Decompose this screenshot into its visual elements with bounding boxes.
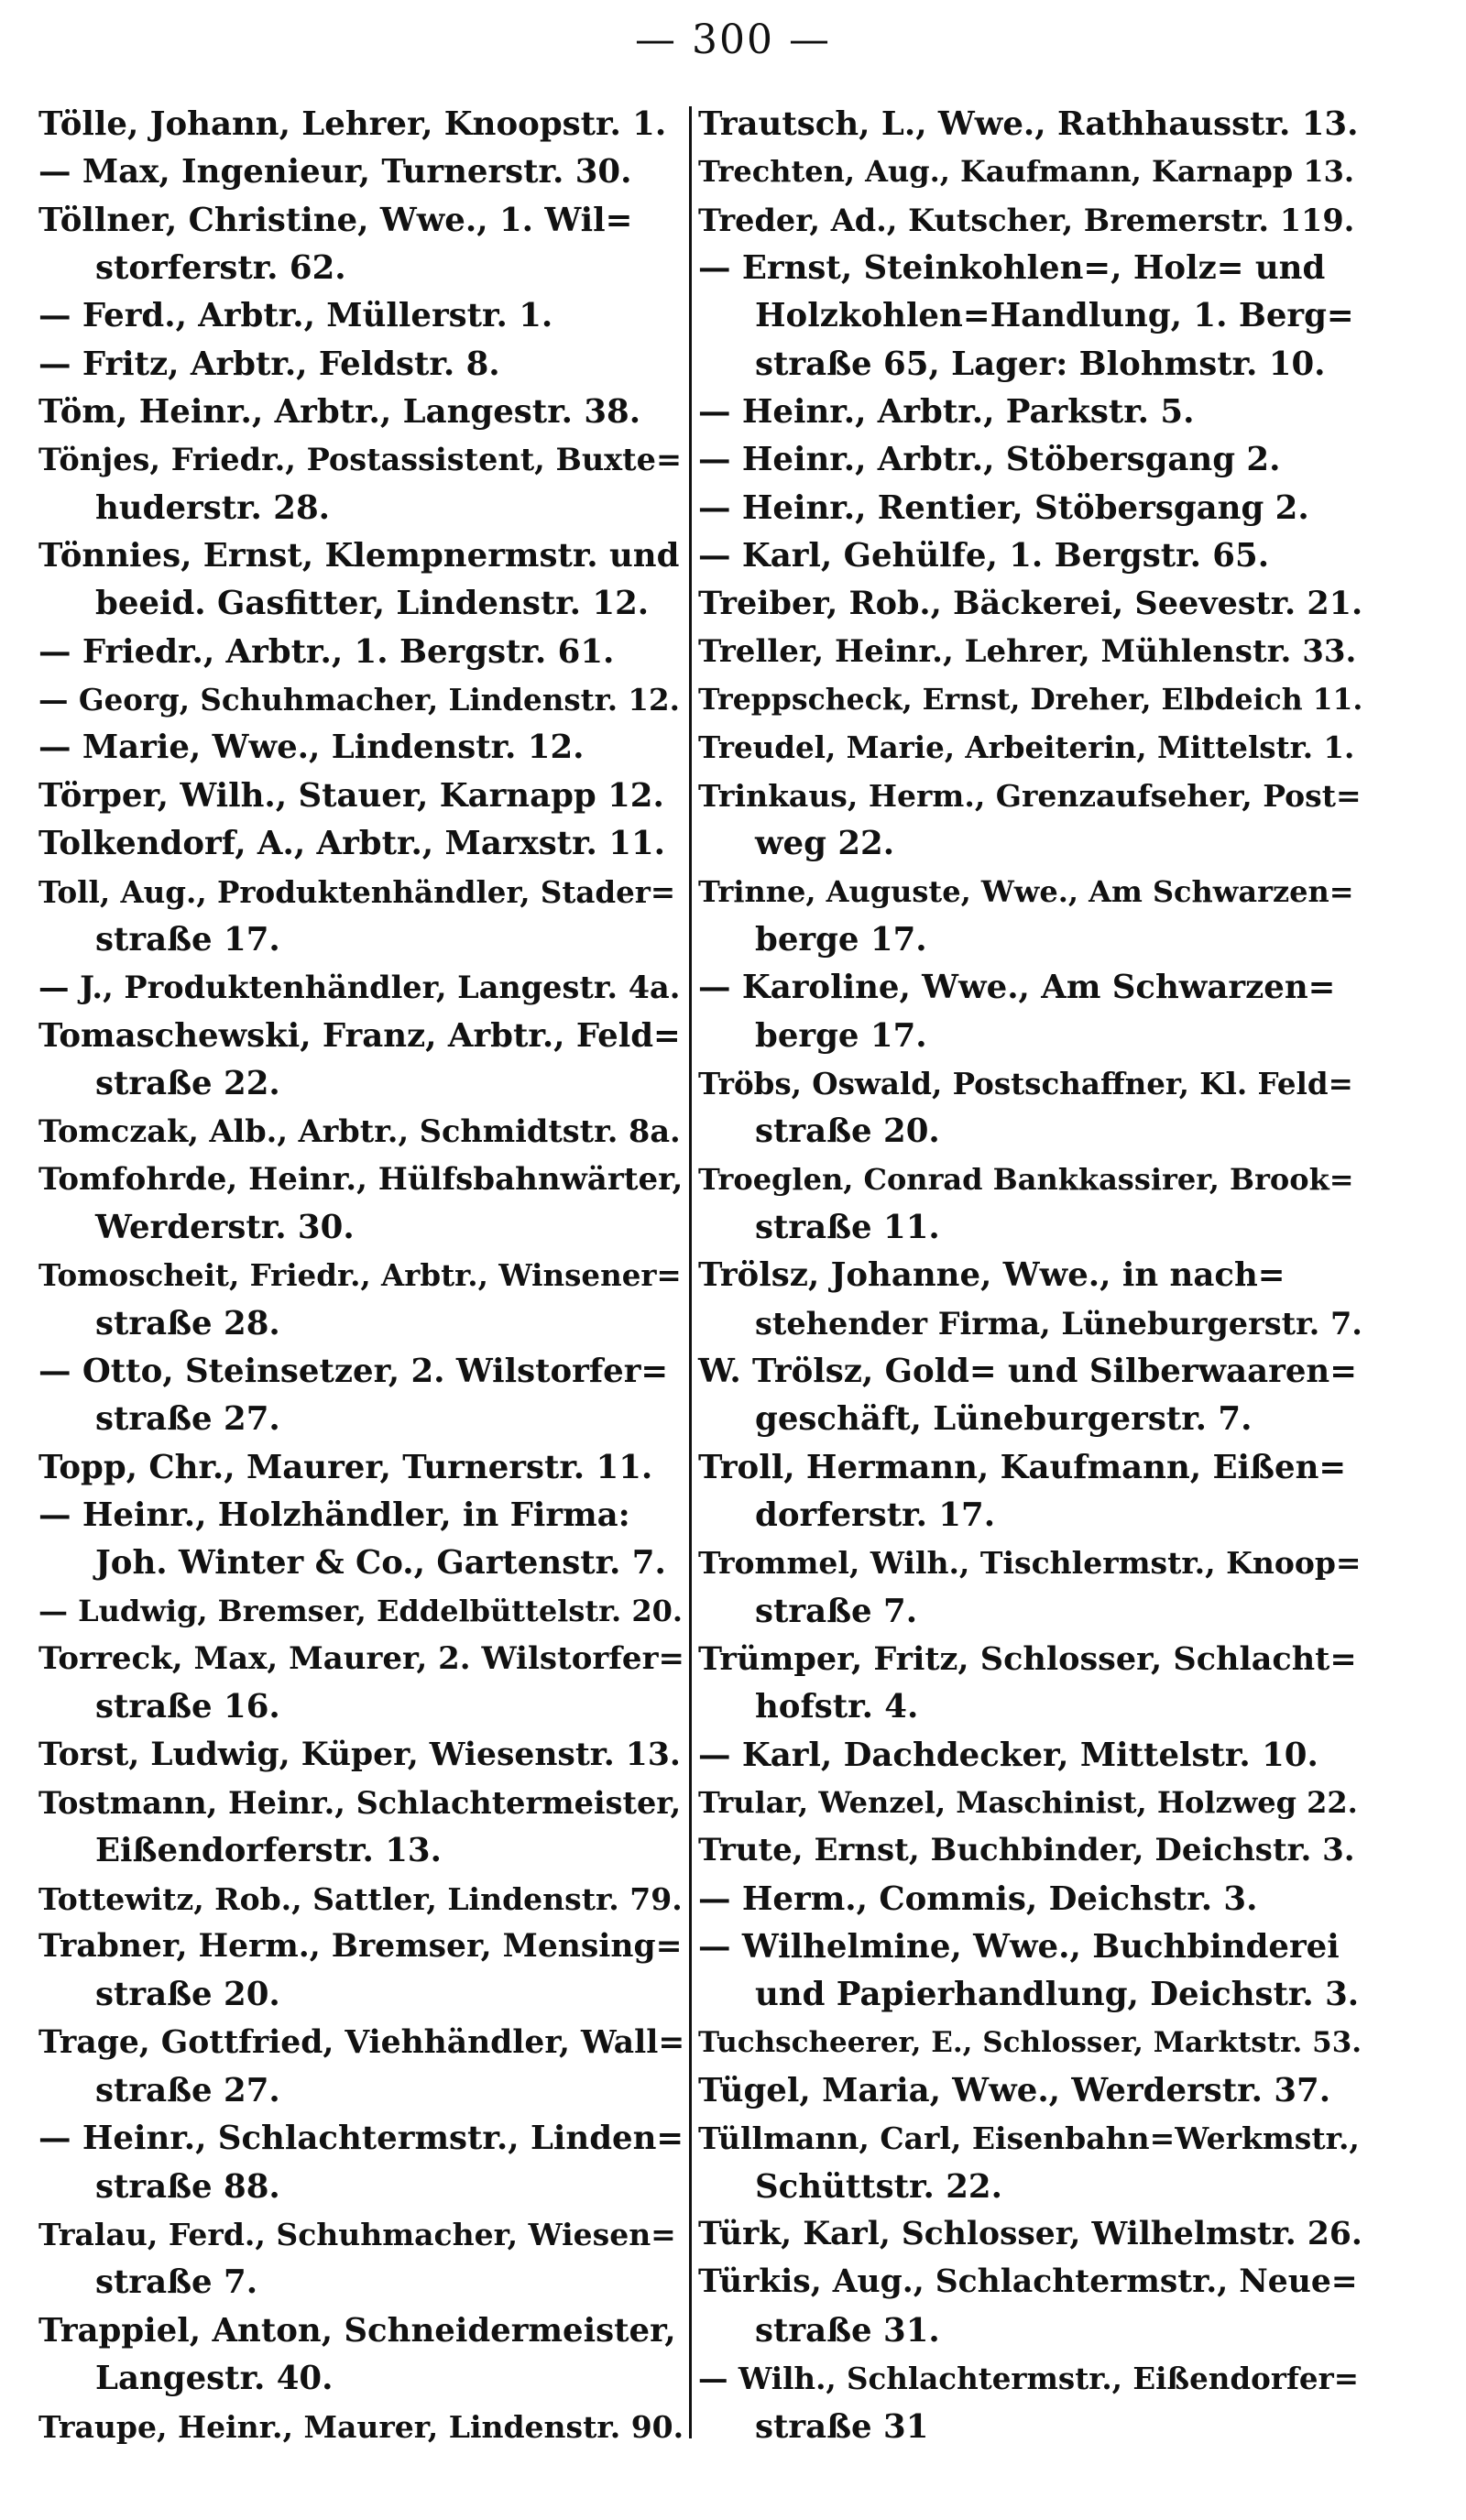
entry-continuation-line: Eißendorferstr. 13. xyxy=(95,1832,442,1870)
directory-entry-line: Treller, Heinr., Lehrer, Mühlenstr. 33. xyxy=(698,632,1357,670)
directory-entry-line: — Herm., Commis, Deichstr. 3. xyxy=(698,1879,1258,1918)
directory-entry-line: Trabner, Herm., Bremser, Mensing= xyxy=(38,1928,683,1966)
entry-continuation-line: geschäft, Lüneburgerstr. 7. xyxy=(755,1400,1253,1439)
directory-entry-line: Türk, Karl, Schlosser, Wilhelmstr. 26. xyxy=(698,2216,1362,2253)
directory-entry-line: — Georg, Schuhmacher, Lindenstr. 12. xyxy=(38,682,680,718)
entry-continuation-line: straße 88. xyxy=(95,2167,280,2206)
entry-continuation-line: straße 27. xyxy=(95,2072,280,2110)
directory-entry-line: — Heinr., Schlachtermstr., Linden= xyxy=(38,2120,684,2158)
entry-continuation-line: straße 27. xyxy=(95,1400,280,1439)
directory-entry-line: Tuchscheerer, E., Schlosser, Marktstr. 53. xyxy=(698,2025,1362,2059)
directory-entry-line: — Karl, Gehülfe, 1. Bergstr. 65. xyxy=(698,537,1270,575)
entry-continuation-line: straße 28. xyxy=(95,1304,280,1342)
page-number: — 300 — xyxy=(635,16,831,63)
directory-entry-line: — Ernst, Steinkohlen=, Holz= und xyxy=(698,249,1326,288)
directory-entry-line: Trölsz, Johanne, Wwe., in nach= xyxy=(698,1256,1285,1295)
directory-entry-line: Tottewitz, Rob., Sattler, Lindenstr. 79. xyxy=(38,1880,683,1917)
entry-continuation-line: und Papierhandlung, Deichstr. 3. xyxy=(755,1976,1360,2014)
entry-continuation-line: straße 22. xyxy=(95,1064,280,1102)
directory-entry-line: Treder, Ad., Kutscher, Bremerstr. 119. xyxy=(698,202,1355,238)
directory-entry-line: Tölle, Johann, Lehrer, Knoopstr. 1. xyxy=(38,105,667,143)
directory-entry-line: Topp, Chr., Maurer, Turnerstr. 11. xyxy=(38,1448,653,1486)
directory-entry-line: Traupe, Heinr., Maurer, Lindenstr. 90. xyxy=(38,2408,684,2445)
directory-entry-line: Torst, Ludwig, Küper, Wiesenstr. 13. xyxy=(38,1736,681,1773)
entry-continuation-line: straße 20. xyxy=(95,1976,280,2014)
entry-continuation-line: straße 31. xyxy=(755,2311,940,2350)
directory-entry-line: — J., Produktenhändler, Langestr. 4a. xyxy=(38,970,681,1006)
entry-continuation-line: straße 65, Lager: Blohmstr. 10. xyxy=(755,345,1326,383)
directory-entry-line: Törper, Wilh., Stauer, Karnapp 12. xyxy=(38,776,664,815)
directory-entry-line: Treudel, Marie, Arbeiterin, Mittelstr. 1. xyxy=(698,729,1355,766)
directory-entry-line: — Heinr., Rentier, Stöbersgang 2. xyxy=(698,488,1309,527)
directory-entry-line: Toll, Aug., Produktenhändler, Stader= xyxy=(38,873,676,910)
directory-entry-line: Tüllmann, Carl, Eisenbahn=Werkmstr., xyxy=(698,2120,1360,2157)
entry-continuation-line: storferstr. 62. xyxy=(95,249,346,288)
directory-entry-line: Töm, Heinr., Arbtr., Langestr. 38. xyxy=(38,393,641,432)
directory-entry-line: — Ludwig, Bremser, Eddelbüttelstr. 20. xyxy=(38,1593,683,1628)
directory-entry-line: — Wilh., Schlachtermstr., Eißendorfer= xyxy=(698,2361,1359,2397)
directory-entry-line: Trage, Gottfried, Viehhändler, Wall= xyxy=(38,2023,685,2061)
directory-entry-line: — Heinr., Arbtr., Parkstr. 5. xyxy=(698,393,1195,432)
directory-entry-line: Trümper, Fritz, Schlosser, Schlacht= xyxy=(698,1640,1357,1678)
directory-entry-line: Tönnies, Ernst, Klempnermstr. und xyxy=(38,537,680,575)
directory-entry-line: — Max, Ingenieur, Turnerstr. 30. xyxy=(38,153,632,192)
directory-entry-line: Trommel, Wilh., Tischlermstr., Knoop= xyxy=(698,1545,1362,1582)
directory-entry-line: — Karl, Dachdecker, Mittelstr. 10. xyxy=(698,1736,1318,1774)
directory-entry-line: Tolkendorf, A., Arbtr., Marxstr. 11. xyxy=(38,825,665,863)
entry-continuation-line: hofstr. 4. xyxy=(755,1688,919,1726)
directory-entry-line: Trute, Ernst, Buchbinder, Deichstr. 3. xyxy=(698,1832,1355,1869)
entry-continuation-line: berge 17. xyxy=(755,1016,927,1055)
left-column xyxy=(38,103,684,2449)
right-column xyxy=(698,103,1362,2449)
directory-entry-line: Trinne, Auguste, Wwe., Am Schwarzen= xyxy=(698,873,1354,909)
directory-entry-line: — Otto, Steinsetzer, 2. Wilstorfer= xyxy=(38,1352,669,1390)
directory-entry-line: — Karoline, Wwe., Am Schwarzen= xyxy=(698,969,1336,1007)
directory-entry-line: — Heinr., Holzhändler, in Firma: xyxy=(38,1496,630,1534)
entry-continuation-line: Schüttstr. 22. xyxy=(755,2167,1002,2206)
directory-entry-line: Tomczak, Alb., Arbtr., Schmidtstr. 8a. xyxy=(38,1113,681,1150)
directory-entry-line: — Wilhelmine, Wwe., Buchbinderei xyxy=(698,1928,1340,1967)
directory-entry-line: Trular, Wenzel, Maschinist, Holzweg 22. xyxy=(698,1785,1358,1821)
column-divider xyxy=(689,106,692,2438)
entry-continuation-line: Langestr. 40. xyxy=(95,2360,334,2398)
directory-entry-line: Tügel, Maria, Wwe., Werderstr. 37. xyxy=(698,2072,1331,2110)
directory-entry-line: Trechten, Aug., Kaufmann, Karnapp 13. xyxy=(698,154,1354,190)
directory-entry-line: — Fritz, Arbtr., Feldstr. 8. xyxy=(38,345,500,383)
directory-entry-line: W. Trölsz, Gold= und Silberwaaren= xyxy=(698,1352,1357,1390)
directory-entry-line: Töllner, Christine, Wwe., 1. Wil= xyxy=(38,201,633,239)
directory-entry-line: Torreck, Max, Maurer, 2. Wilstorfer= xyxy=(38,1640,684,1677)
directory-entry-line: Tomfohrde, Heinr., Hülfsbahnwärter, xyxy=(38,1160,684,1198)
entry-continuation-line: dorferstr. 17. xyxy=(755,1496,996,1534)
entry-continuation-line: berge 17. xyxy=(755,920,927,959)
entry-continuation-line: straße 7. xyxy=(755,1592,918,1630)
entry-continuation-line: straße 11. xyxy=(755,1208,940,1246)
directory-entry-line: Tröbs, Oswald, Postschaffner, Kl. Feld= xyxy=(698,1065,1353,1101)
entry-continuation-line: straße 17. xyxy=(95,920,280,959)
directory-entry-line: — Marie, Wwe., Lindenstr. 12. xyxy=(38,729,585,767)
entry-continuation-line: straße 16. xyxy=(95,1688,280,1726)
directory-entry-line: Trappiel, Anton, Schneidermeister, xyxy=(38,2311,676,2350)
entry-continuation-line: huderstr. 28. xyxy=(95,488,331,527)
directory-entry-line: Tomoscheit, Friedr., Arbtr., Winsener= xyxy=(38,1257,682,1294)
entry-continuation-line: weg 22. xyxy=(755,825,895,863)
entry-continuation-line: Werderstr. 30. xyxy=(95,1208,355,1246)
directory-entry-line: Trinkaus, Herm., Grenzaufseher, Post= xyxy=(698,777,1362,814)
directory-entry-line: Troll, Hermann, Kaufmann, Eißen= xyxy=(698,1448,1347,1486)
directory-entry-line: Türkis, Aug., Schlachtermstr., Neue= xyxy=(698,2263,1358,2301)
directory-entry-line: — Ferd., Arbtr., Müllerstr. 1. xyxy=(38,297,553,335)
entry-continuation-line: Holzkohlen=Handlung, 1. Berg= xyxy=(755,297,1354,335)
entry-continuation-line: Joh. Winter & Co., Gartenstr. 7. xyxy=(95,1544,666,1583)
directory-entry-line: Trautsch, L., Wwe., Rathhausstr. 13. xyxy=(698,105,1359,143)
directory-entry-line: — Friedr., Arbtr., 1. Bergstr. 61. xyxy=(38,632,615,671)
entry-continuation-line: beeid. Gasfitter, Lindenstr. 12. xyxy=(95,585,650,623)
directory-entry-line: Troeglen, Conrad Bankkassirer, Brook= xyxy=(698,1161,1354,1197)
entry-continuation-line: straße 7. xyxy=(95,2263,258,2302)
directory-entry-line: Treiber, Rob., Bäckerei, Seevestr. 21. xyxy=(698,585,1363,623)
directory-entry-line: Tomaschewski, Franz, Arbtr., Feld= xyxy=(38,1016,681,1055)
directory-entry-line: Tostmann, Heinr., Schlachtermeister, xyxy=(38,1785,682,1822)
entry-continuation-line: stehender Firma, Lüneburgerstr. 7. xyxy=(755,1305,1362,1342)
entry-continuation-line: straße 20. xyxy=(755,1112,940,1151)
directory-entry-line: — Heinr., Arbtr., Stöbersgang 2. xyxy=(698,441,1281,479)
directory-entry-line: Treppscheck, Ernst, Dreher, Elbdeich 11. xyxy=(698,683,1363,718)
directory-entry-line: Tönjes, Friedr., Postassistent, Buxte= xyxy=(38,442,683,478)
entry-continuation-line: straße 31 xyxy=(755,2407,929,2446)
directory-entry-line: Tralau, Ferd., Schuhmacher, Wiesen= xyxy=(38,2217,676,2253)
